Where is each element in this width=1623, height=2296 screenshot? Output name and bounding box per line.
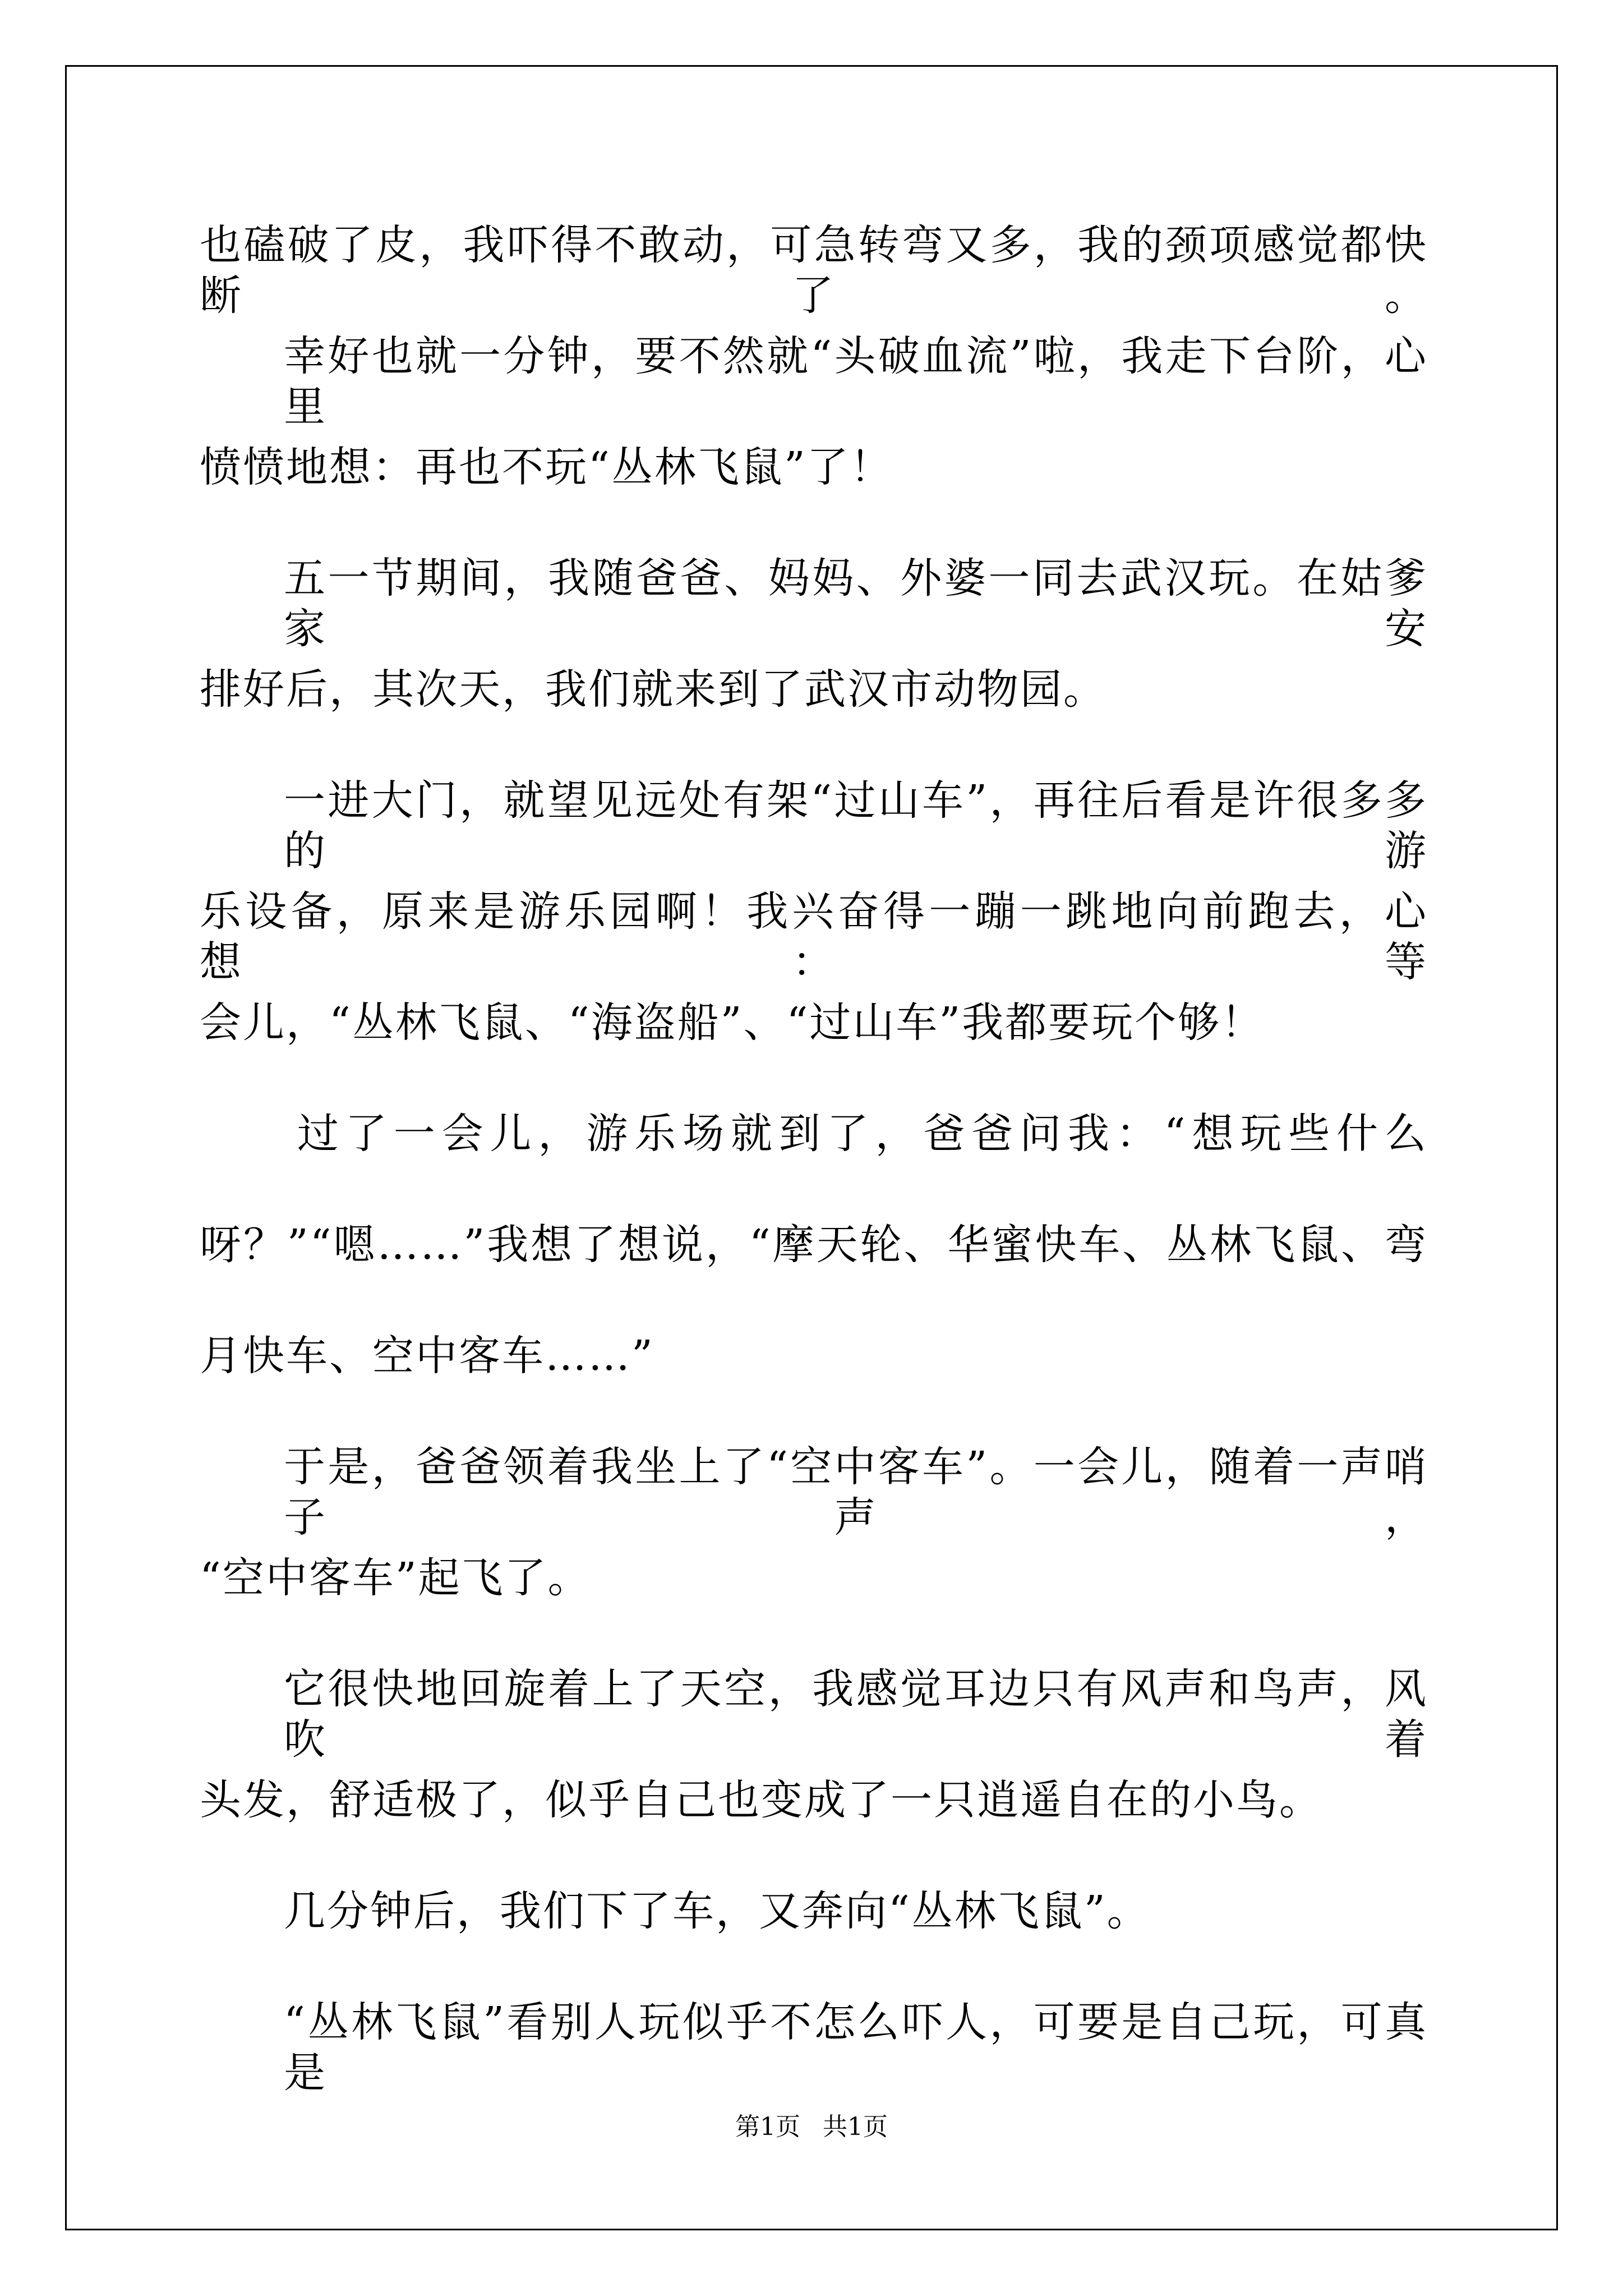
text-line: 五一节期间，我随爸爸、妈妈、外婆一同去武汉玩。在姑爹家安 [284, 554, 1428, 653]
text-line: 头发，舒适极了，似乎自己也变成了一只逍遥自在的小鸟。 [200, 1776, 1322, 1824]
text-line: 愤愤地想：再也不玩“丛林飞鼠”了！ [200, 443, 893, 491]
text-line: 呀？”“嗯……”我想了想说，“摩天轮、华蜜快车、丛林飞鼠、弯 [200, 1221, 1428, 1269]
text-line: 会儿，“丛林飞鼠、“海盗船”、“过山车”我都要玩个够！ [200, 999, 1265, 1047]
text-line: 几分钟后，我们下了车，又奔向“丛林飞鼠”。 [284, 1887, 1150, 1935]
text-line: “空中客车”起飞了。 [200, 1554, 591, 1602]
text-line: 于是，爸爸领着我坐上了“空中客车”。一会儿，随着一声哨子声， [284, 1443, 1428, 1542]
text-line: 月快车、空中客车……” [200, 1332, 654, 1380]
page-total: 共1页 [823, 2113, 888, 2141]
text-line: 也磕破了皮，我吓得不敢动，可急转弯又多，我的颈项感觉都快断了。 [200, 221, 1428, 320]
text-line: 幸好也就一分钟，要不然就“头破血流”啦，我走下台阶，心里 [284, 332, 1428, 431]
text-line: 乐设备，原来是游乐园啊！我兴奋得一蹦一跳地向前跑去，心想：等 [200, 887, 1428, 986]
text-line: 一进大门，就望见远处有架“过山车”，再往后看是许很多多的游 [284, 776, 1428, 875]
page-footer [0, 2111, 1623, 2143]
text-line: 它很快地回旋着上了天空，我感觉耳边只有风声和鸟声，风吹着 [284, 1665, 1428, 1764]
text-line: 过了一会儿，游乐场就到了，爸爸问我：“想玩些什么 [297, 1110, 1428, 1158]
text-line: “丛林飞鼠”看别人玩似乎不怎么吓人，可要是自己玩，可真是 [284, 1998, 1428, 2097]
text-line: 排好后，其次天，我们就来到了武汉市动物园。 [200, 665, 1106, 714]
page-current: 第1页 [735, 2113, 800, 2141]
